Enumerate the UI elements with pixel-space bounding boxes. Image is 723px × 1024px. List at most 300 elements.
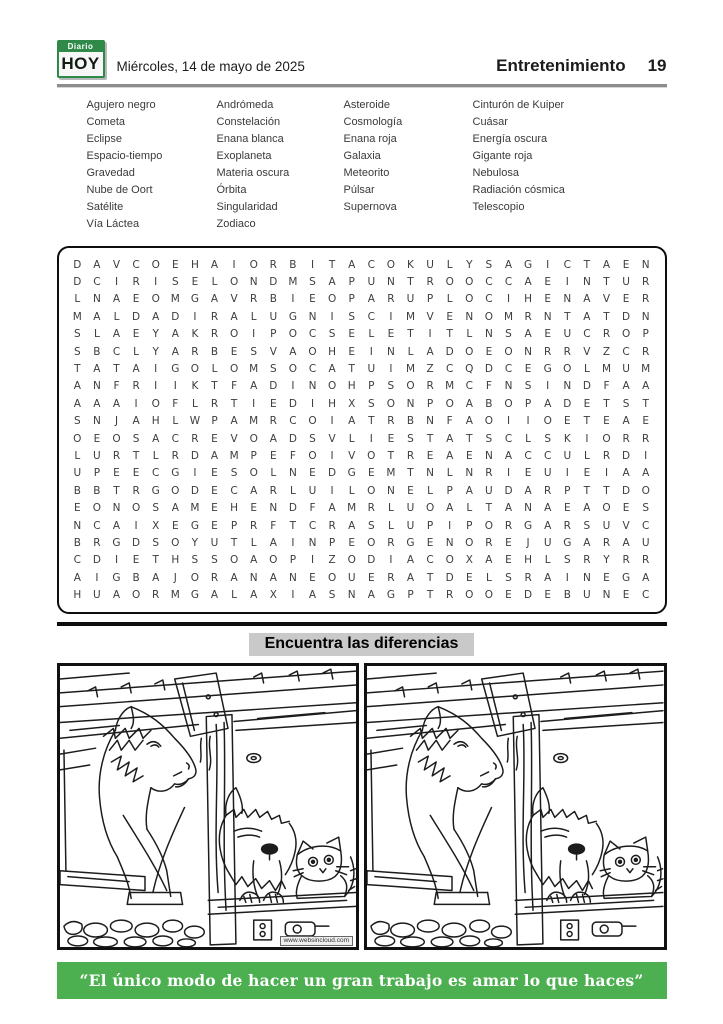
grid-letter: O	[151, 293, 160, 306]
grid-letter: G	[112, 537, 121, 550]
grid-letter: L	[289, 484, 296, 497]
grid-letter: L	[387, 502, 394, 515]
grid-letter: G	[151, 484, 160, 497]
grid-letter: A	[446, 450, 454, 463]
grid-letter: A	[622, 467, 630, 480]
grid-letter: I	[644, 450, 648, 463]
grid-letter: E	[211, 467, 218, 480]
grid-letter: R	[132, 484, 140, 497]
grid-letter: C	[642, 589, 650, 602]
grid-letter: T	[348, 363, 355, 376]
grid-letter: T	[603, 397, 610, 410]
grid-letter: R	[171, 450, 179, 463]
grid-letter: A	[210, 589, 219, 602]
grid-letter: E	[230, 345, 238, 358]
spot-difference-panels	[57, 663, 667, 950]
grid-letter: R	[642, 276, 650, 289]
grid-letter: D	[288, 397, 297, 410]
grid-letter: R	[269, 484, 277, 497]
grid-letter: E	[348, 537, 356, 550]
grid-letter: C	[485, 276, 493, 289]
grid-letter: R	[191, 432, 199, 445]
grid-letter: O	[171, 484, 180, 497]
grid-letter: O	[602, 432, 611, 445]
grid-letter: E	[132, 328, 140, 341]
grid-letter: U	[583, 589, 591, 602]
grid-letter: I	[389, 310, 393, 323]
grid-letter: R	[250, 519, 258, 532]
grid-letter: R	[563, 345, 571, 358]
grid-letter: A	[73, 397, 81, 410]
quote-text: “El único modo de hacer un gran trabajo es amar lo que haces”	[79, 971, 644, 990]
grid-letter: K	[407, 258, 414, 271]
grid-letter: I	[232, 258, 236, 271]
word-list-item: Singularidad	[216, 201, 278, 213]
grid-letter: N	[426, 467, 435, 480]
grid-letter: N	[465, 310, 474, 323]
grid-letter: L	[446, 258, 453, 271]
word-list-item: Asteroide	[343, 99, 390, 111]
grid-letter: C	[367, 258, 375, 271]
grid-letter: U	[622, 276, 630, 289]
word-list-item: Cinturón de Kuiper	[472, 99, 565, 111]
grid-letter: N	[641, 258, 650, 271]
grid-letter: E	[544, 276, 552, 289]
grid-letter: F	[309, 502, 316, 515]
grid-letter: X	[465, 554, 473, 567]
grid-letter: S	[309, 276, 316, 289]
grid-letter: N	[92, 380, 101, 393]
grid-letter: I	[585, 432, 589, 445]
grid-letter: K	[563, 432, 571, 445]
grid-letter: M	[386, 467, 396, 480]
grid-letter: J	[526, 537, 530, 550]
grid-letter: E	[524, 363, 532, 376]
grid-letter: B	[289, 258, 297, 271]
grid-letter: A	[367, 293, 375, 306]
grid-letter: E	[485, 345, 493, 358]
diario-hoy-logo	[57, 40, 105, 78]
grid-letter: A	[171, 345, 179, 358]
grid-letter: A	[328, 363, 336, 376]
grid-letter: M	[190, 502, 200, 515]
grid-letter: G	[543, 363, 552, 376]
word-list-item: Nebulosa	[472, 167, 519, 179]
grid-letter: N	[641, 310, 650, 323]
grid-letter: R	[210, 328, 219, 341]
grid-letter: R	[622, 554, 630, 567]
grid-letter: A	[152, 432, 160, 445]
word-list-item: Radiación cósmica	[472, 184, 565, 196]
grid-letter: I	[330, 484, 334, 497]
grid-letter: F	[289, 450, 296, 463]
word-list-column-1	[87, 97, 217, 233]
grid-letter: E	[191, 276, 199, 289]
grid-letter: O	[190, 571, 200, 584]
edition-date: Miércoles, 14 de mayo de 2025	[116, 59, 305, 74]
grid-letter: G	[190, 293, 199, 306]
grid-letter: E	[269, 397, 277, 410]
grid-letter: G	[386, 589, 395, 602]
grid-letter: A	[93, 397, 101, 410]
grid-letter: L	[427, 484, 434, 497]
grid-letter: R	[387, 571, 395, 584]
grid-letter: A	[348, 519, 356, 532]
grid-letter: R	[210, 397, 219, 410]
grid-letter: O	[445, 276, 454, 289]
grid-letter: A	[210, 293, 219, 306]
grid-letter: G	[622, 571, 631, 584]
grid-letter: O	[465, 537, 474, 550]
grid-letter: O	[327, 571, 337, 584]
grid-letter: I	[310, 397, 315, 410]
grid-letter: A	[152, 571, 160, 584]
grid-letter: P	[93, 467, 101, 480]
grid-letter: E	[544, 589, 552, 602]
grid-letter: G	[563, 537, 572, 550]
grid-letter: N	[347, 589, 356, 602]
grid-letter: T	[426, 432, 434, 445]
grid-letter: N	[386, 276, 395, 289]
grid-letter: R	[210, 571, 219, 584]
grid-letter: E	[642, 415, 650, 428]
word-list-item: Enana roja	[343, 133, 397, 145]
grid-letter: G	[288, 310, 297, 323]
grid-letter: C	[308, 328, 317, 341]
grid-letter: Y	[191, 537, 199, 550]
grid-letter: A	[328, 276, 336, 289]
grid-letter: A	[171, 502, 179, 515]
grid-letter: E	[465, 571, 473, 584]
grid-letter: M	[288, 276, 298, 289]
grid-letter: V	[230, 432, 238, 445]
grid-letter: E	[583, 467, 591, 480]
grid-letter: K	[191, 328, 199, 341]
grid-letter: S	[524, 380, 532, 393]
grid-letter: E	[250, 502, 258, 515]
grid-letter: R	[387, 415, 395, 428]
grid-letter: E	[113, 467, 120, 480]
grid-letter: A	[250, 484, 258, 497]
watermark-label: www.websincloud.com	[280, 936, 353, 946]
word-list-item: Telescopio	[472, 201, 525, 213]
grid-letter: R	[563, 519, 571, 532]
grid-letter: T	[603, 310, 610, 323]
grid-letter: D	[582, 380, 591, 393]
grid-letter: P	[368, 380, 375, 393]
grid-letter: D	[288, 502, 297, 515]
grid-letter: N	[249, 276, 258, 289]
grid-letter: P	[328, 537, 336, 550]
grid-letter: C	[465, 380, 473, 393]
grid-letter: A	[132, 363, 140, 376]
grid-letter: M	[170, 293, 180, 306]
grid-letter: U	[210, 537, 219, 550]
grid-letter: A	[112, 293, 121, 306]
grid-letter: I	[506, 467, 511, 480]
grid-letter: I	[546, 258, 550, 271]
grid-letter: O	[386, 397, 396, 410]
grid-letter: T	[387, 450, 395, 463]
grid-letter: A	[308, 589, 317, 602]
differences-title-row	[57, 633, 667, 656]
grid-letter: U	[602, 519, 611, 532]
grid-letter: R	[544, 345, 552, 358]
grid-letter: I	[193, 467, 197, 480]
grid-letter: E	[622, 502, 630, 515]
grid-letter: R	[387, 537, 395, 550]
grid-letter: J	[114, 415, 119, 428]
grid-letter: L	[525, 432, 532, 445]
grid-letter: O	[229, 276, 239, 289]
grid-letter: U	[367, 276, 376, 289]
grid-letter: R	[642, 554, 650, 567]
grid-letter: U	[563, 450, 572, 463]
grid-letter: N	[602, 589, 611, 602]
grid-letter: A	[406, 554, 415, 567]
grid-letter: S	[505, 571, 512, 584]
grid-letter: E	[603, 571, 610, 584]
grid-letter: P	[524, 397, 532, 410]
grid-letter: H	[73, 589, 82, 602]
grid-letter: B	[563, 589, 571, 602]
grid-letter: T	[583, 415, 591, 428]
grid-letter: H	[328, 345, 337, 358]
grid-letter: O	[367, 537, 376, 550]
grid-letter: R	[93, 537, 101, 550]
word-list-item: Satélite	[86, 201, 124, 213]
grid-letter: D	[190, 450, 199, 463]
grid-letter: I	[330, 450, 334, 463]
grid-letter: H	[151, 415, 160, 428]
grid-letter: E	[171, 258, 179, 271]
grid-letter: A	[544, 502, 552, 515]
grid-letter: A	[583, 310, 591, 323]
grid-letter: E	[603, 415, 610, 428]
grid-letter: G	[347, 467, 356, 480]
word-list-item: Eclipse	[86, 133, 122, 145]
grid-letter: C	[563, 258, 571, 271]
grid-letter: M	[503, 310, 514, 323]
grid-letter: N	[288, 571, 297, 584]
grid-letter: A	[93, 363, 101, 376]
grid-letter: O	[92, 502, 102, 515]
grid-letter: E	[367, 571, 375, 584]
grid-letter: L	[211, 276, 218, 289]
grid-letter: D	[171, 310, 180, 323]
grid-letter: O	[484, 310, 494, 323]
grid-letter: C	[171, 432, 179, 445]
grid-letter: A	[93, 258, 101, 271]
grid-letter: D	[269, 276, 278, 289]
grid-letter: Z	[602, 345, 611, 358]
grid-letter: T	[583, 258, 591, 271]
grid-letter: E	[426, 450, 434, 463]
grid-letter: B	[485, 397, 493, 410]
grid-letter: Y	[152, 345, 159, 358]
grid-letter: P	[407, 589, 414, 602]
grid-letter: L	[446, 467, 453, 480]
grid-letter: L	[231, 589, 238, 602]
grid-letter: T	[328, 258, 336, 271]
word-list-item: Enana blanca	[216, 133, 284, 145]
grid-letter: O	[327, 380, 337, 393]
grid-letter: T	[407, 467, 414, 480]
grid-letter: U	[622, 363, 630, 376]
grid-letter: D	[622, 450, 631, 463]
grid-letter: D	[92, 554, 101, 567]
grid-letter: C	[446, 363, 454, 376]
word-list-item: Exoplaneta	[216, 150, 272, 162]
grid-letter: L	[191, 397, 198, 410]
grid-letter: U	[563, 328, 572, 341]
grid-letter: I	[389, 363, 393, 376]
grid-letter: R	[504, 519, 513, 532]
grid-letter: O	[347, 554, 356, 567]
grid-letter: I	[134, 519, 138, 532]
grid-letter: E	[269, 450, 277, 463]
grid-letter: N	[504, 380, 513, 393]
grid-letter: O	[484, 415, 494, 428]
grid-letter: C	[73, 554, 81, 567]
grid-letter: I	[193, 310, 197, 323]
grid-letter: A	[112, 397, 121, 410]
difference-image-left	[57, 663, 360, 950]
grid-letter: P	[270, 328, 277, 341]
word-list-item: Andrómeda	[216, 99, 274, 111]
grid-letter: I	[173, 380, 177, 393]
grid-letter: A	[622, 415, 630, 428]
grid-letter: L	[583, 363, 590, 376]
word-search-grid	[68, 256, 656, 604]
grid-letter: O	[406, 380, 415, 393]
grid-letter: E	[465, 450, 473, 463]
grid-letter: O	[367, 484, 376, 497]
grid-letter: X	[269, 589, 277, 602]
grid-letter: N	[524, 502, 533, 515]
grid-letter: N	[112, 502, 121, 515]
grid-letter: P	[211, 415, 218, 428]
grid-letter: D	[132, 537, 141, 550]
grid-letter: E	[211, 519, 218, 532]
grid-letter: H	[524, 554, 533, 567]
grid-letter: R	[132, 380, 140, 393]
grid-letter: E	[544, 293, 552, 306]
grid-letter: N	[484, 450, 493, 463]
grid-letter: E	[211, 432, 218, 445]
grid-letter: I	[526, 415, 530, 428]
grid-letter: V	[112, 258, 121, 271]
grid-letter: H	[171, 554, 180, 567]
grid-letter: D	[328, 467, 337, 480]
grid-letter: E	[622, 293, 630, 306]
grid-letter: O	[229, 363, 239, 376]
grid-letter: U	[308, 484, 317, 497]
grid-letter: C	[93, 276, 101, 289]
grid-letter: D	[288, 432, 297, 445]
grid-letter: U	[93, 589, 101, 602]
grid-letter: G	[190, 519, 199, 532]
grid-letter: I	[291, 380, 295, 393]
grid-letter: S	[73, 415, 81, 428]
grid-letter: N	[563, 380, 572, 393]
grid-letter: T	[132, 450, 140, 463]
grid-letter: S	[367, 397, 375, 410]
grid-letter: A	[269, 571, 277, 584]
grid-letter: O	[269, 554, 278, 567]
grid-letter: Y	[152, 328, 159, 341]
grid-letter: W	[189, 415, 201, 428]
grid-letter: C	[524, 450, 532, 463]
grid-letter: N	[465, 467, 474, 480]
grid-letter: C	[152, 467, 160, 480]
grid-letter: C	[544, 450, 552, 463]
grid-letter: O	[73, 432, 82, 445]
word-list-item: Materia oscura	[216, 167, 290, 179]
grid-letter: N	[308, 310, 317, 323]
grid-letter: O	[465, 589, 474, 602]
grid-letter: E	[132, 554, 140, 567]
grid-letter: N	[582, 571, 591, 584]
grid-letter: D	[484, 363, 493, 376]
grid-letter: N	[386, 345, 395, 358]
grid-letter: R	[642, 345, 650, 358]
grid-letter: P	[426, 293, 434, 306]
page-content	[57, 0, 667, 999]
grid-letter: I	[310, 258, 315, 271]
grid-letter: K	[191, 380, 199, 393]
grid-letter: A	[642, 467, 650, 480]
grid-letter: S	[211, 554, 218, 567]
grid-letter: I	[291, 537, 295, 550]
grid-letter: A	[171, 328, 179, 341]
section-title: Entretenimiento	[496, 56, 626, 75]
grid-letter: U	[406, 519, 415, 532]
grid-letter: O	[445, 554, 454, 567]
grid-letter: I	[506, 415, 511, 428]
grid-letter: S	[309, 432, 316, 445]
grid-letter: S	[642, 502, 650, 515]
grid-letter: O	[229, 328, 239, 341]
grid-letter: Z	[426, 363, 434, 376]
grid-letter: A	[406, 571, 415, 584]
grid-letter: A	[602, 258, 611, 271]
grid-letter: I	[369, 345, 373, 358]
grid-letter: O	[425, 502, 435, 515]
grid-letter: S	[132, 432, 140, 445]
grid-letter: O	[367, 450, 376, 463]
grid-letter: I	[565, 467, 569, 480]
grid-letter: P	[446, 484, 453, 497]
grid-letter: N	[308, 537, 317, 550]
grid-letter: R	[367, 502, 375, 515]
quote-banner	[57, 962, 667, 999]
word-list-column-3	[344, 97, 473, 233]
grid-letter: R	[524, 571, 532, 584]
grid-letter: I	[154, 380, 158, 393]
grid-letter: R	[191, 345, 199, 358]
grid-letter: S	[485, 258, 493, 271]
grid-letter: A	[230, 571, 238, 584]
grid-letter: N	[92, 415, 101, 428]
grid-letter: V	[230, 293, 238, 306]
grid-letter: A	[642, 380, 650, 393]
grid-letter: O	[288, 363, 298, 376]
grid-letter: A	[622, 537, 630, 550]
grid-letter: L	[387, 519, 394, 532]
grid-letter: A	[250, 589, 258, 602]
grid-letter: H	[347, 380, 356, 393]
